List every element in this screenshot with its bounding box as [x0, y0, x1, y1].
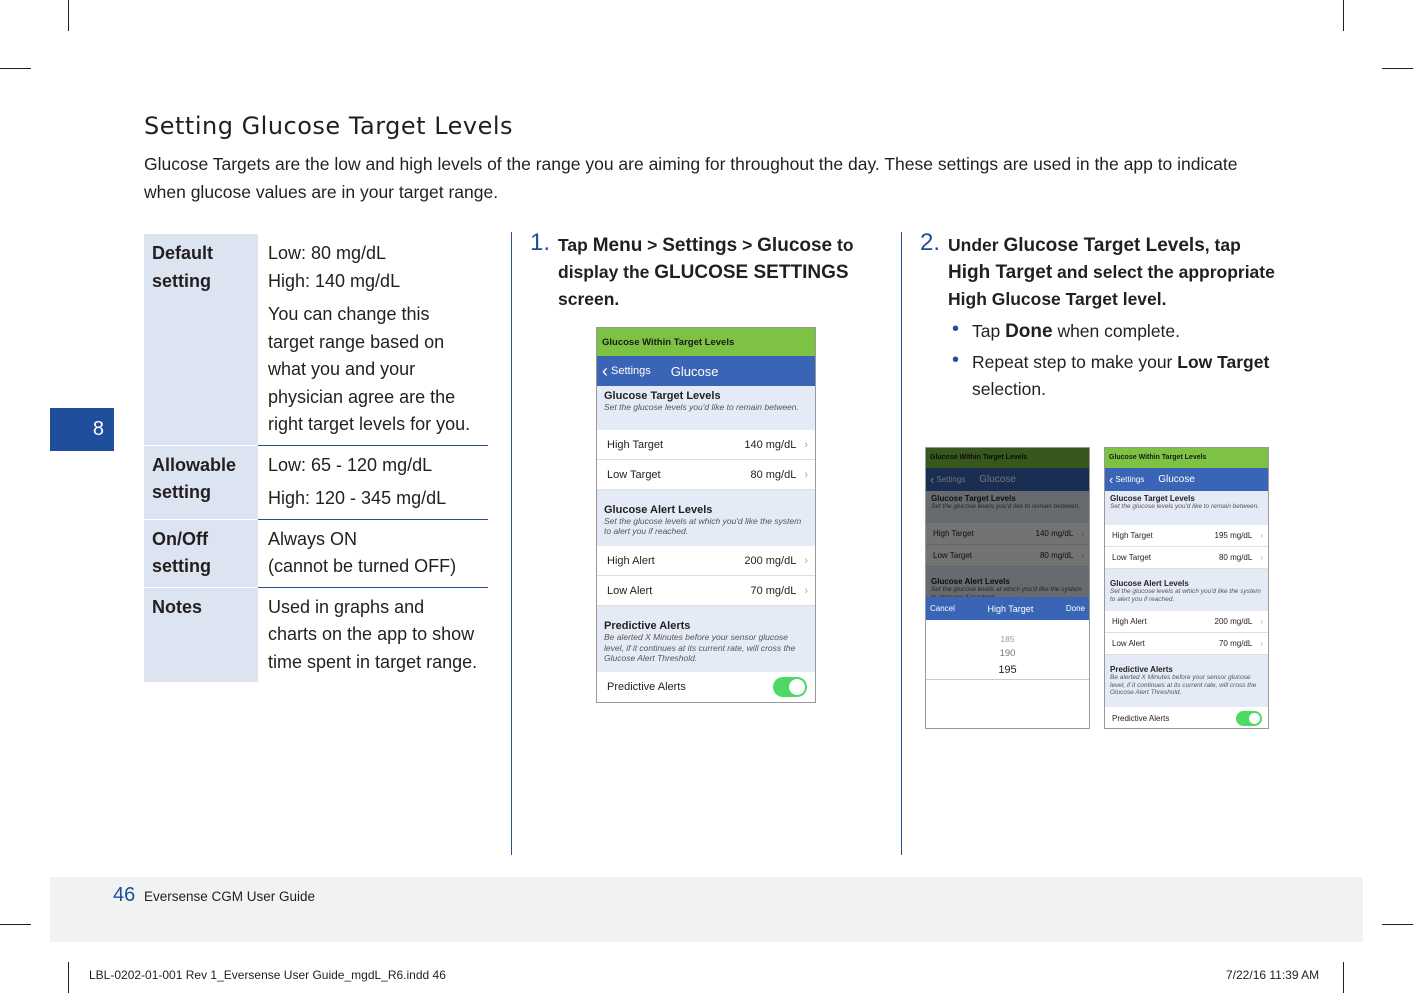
row-value — [258, 234, 488, 445]
value-line: Used in graphs and charts on the app to show time spent in target range. — [268, 596, 478, 672]
table-row — [144, 445, 488, 519]
bullet-text: selection. — [972, 379, 1046, 399]
high-target-row[interactable] — [597, 430, 815, 460]
chevron-right-icon: › — [1260, 531, 1263, 540]
row-value: 80 mg/dL — [750, 468, 797, 481]
bullet-text: Repeat step to make your — [972, 352, 1178, 372]
predictive-section — [1105, 655, 1268, 707]
value-line: Low: 65 - 120 mg/dL — [268, 454, 433, 475]
row-label: Low Alert — [607, 584, 653, 597]
column-divider — [511, 232, 512, 855]
section-title: Glucose Target Levels — [604, 390, 721, 402]
row-label: Predictive Alerts — [607, 681, 686, 693]
step-term: Menu — [592, 235, 643, 256]
nav-title: Glucose — [1158, 474, 1195, 485]
high-alert-row[interactable] — [1105, 611, 1268, 633]
row-value: 80 mg/dL — [1218, 553, 1253, 562]
section-desc: Set the glucose levels at which you'd like the system to alert you if reached. — [1110, 588, 1261, 603]
predictive-section — [597, 606, 815, 672]
value-line: You can change this target range based on what you and your physician agree are the right target levels for you. — [268, 304, 471, 434]
list-item — [948, 318, 1278, 345]
guide-title: Eversense CGM User Guide — [144, 889, 316, 904]
chevron-right-icon: › — [804, 438, 808, 451]
row-label: High Target — [1112, 531, 1153, 540]
row-label: Predictive Alerts — [1112, 713, 1170, 723]
row-label: Low Alert — [1112, 639, 1145, 648]
step-number: 1. — [530, 229, 551, 256]
picker-title: High Target — [987, 603, 1034, 614]
nav-bar — [1105, 468, 1268, 491]
step-number: 2. — [920, 229, 941, 256]
table-row — [144, 234, 488, 445]
alert-section — [1105, 569, 1268, 611]
row-label: Low Target — [1112, 553, 1151, 562]
row-value: 195 mg/dL — [1214, 531, 1253, 540]
bullet-text: when complete. — [1052, 321, 1181, 341]
step-text: Under — [948, 235, 1004, 255]
value-picker[interactable] — [926, 632, 1089, 680]
row-value: 140 mg/dL — [744, 438, 797, 451]
bullet-term: Done — [1005, 321, 1053, 342]
updated-glucose-settings-screenshot — [1104, 447, 1269, 729]
row-key: Allowable setting — [144, 445, 258, 519]
back-button[interactable]: Settings — [1115, 475, 1145, 484]
target-section — [597, 386, 815, 430]
crop-mark — [1343, 0, 1344, 31]
predictive-alerts-toggle[interactable] — [773, 677, 807, 697]
row-label: Low Target — [607, 468, 661, 481]
row-key: Notes — [144, 587, 258, 682]
chevron-right-icon: › — [1260, 639, 1263, 648]
picker-option[interactable]: 185 — [1000, 634, 1015, 644]
back-chevron-icon[interactable]: ‹ — [602, 360, 608, 381]
row-value: 70 mg/dL — [750, 584, 797, 597]
nav-bar — [597, 356, 815, 386]
value-line: High: 120 - 345 mg/dL — [268, 488, 447, 508]
low-alert-row[interactable] — [1105, 633, 1268, 655]
page-title: Setting Glucose Target Levels — [144, 112, 514, 140]
picker-toolbar — [926, 597, 1089, 620]
row-value — [258, 445, 488, 519]
back-button[interactable]: Settings — [611, 365, 651, 377]
step-text: and select the appropriate High Glucose Target level. — [948, 262, 1275, 309]
modal-overlay — [926, 448, 1089, 597]
step-text: > — [642, 235, 663, 255]
crop-mark — [0, 924, 31, 925]
bullet-term: Low Target — [1177, 352, 1270, 372]
value-line: Low: 80 mg/dL High: 140 mg/dL — [268, 243, 401, 291]
crop-mark — [68, 962, 69, 993]
chevron-right-icon: › — [804, 468, 808, 481]
high-target-row[interactable] — [1105, 525, 1268, 547]
crop-mark — [1343, 962, 1344, 993]
row-value — [258, 587, 488, 682]
done-button[interactable]: Done — [1065, 604, 1085, 613]
row-key: Default setting — [144, 234, 258, 445]
row-value — [258, 519, 488, 587]
section-title: Predictive Alerts — [604, 620, 691, 632]
row-value: 200 mg/dL — [744, 554, 797, 567]
section-title: Predictive Alerts — [1110, 665, 1173, 674]
cancel-button[interactable]: Cancel — [930, 604, 955, 613]
crop-mark — [1382, 68, 1413, 69]
nav-title: Glucose — [670, 363, 719, 379]
screen-header: Glucose Within Target Levels — [597, 328, 815, 356]
chevron-right-icon: › — [804, 554, 808, 567]
screen-header: Glucose Within Target Levels — [1105, 448, 1268, 468]
table-row — [144, 519, 488, 587]
back-chevron-icon[interactable]: ‹ — [1109, 472, 1114, 487]
table-row — [144, 587, 488, 682]
step-text: to display the — [558, 235, 854, 282]
footer-band — [50, 877, 1363, 942]
print-slug-date: 7/22/16 11:39 AM — [1226, 968, 1320, 982]
glucose-settings-screenshot — [596, 327, 816, 703]
low-alert-row[interactable] — [597, 576, 815, 606]
crop-mark — [1382, 924, 1413, 925]
chevron-right-icon: › — [804, 584, 808, 597]
step-term: High Target — [948, 262, 1053, 283]
low-target-row[interactable] — [597, 460, 815, 490]
picker-option[interactable]: 190 — [999, 648, 1016, 659]
value-line: Always ON (cannot be turned OFF) — [268, 528, 457, 576]
step-text: Tap — [558, 235, 593, 255]
chevron-right-icon: › — [1260, 553, 1263, 562]
row-value: 70 mg/dL — [1218, 639, 1253, 648]
step-text: , tap — [1204, 235, 1241, 255]
row-value: 200 mg/dL — [1214, 617, 1253, 626]
print-slug-file: LBL-0202-01-001 Rev 1_Eversense User Guide_mgdL_R6.indd 46 — [89, 968, 446, 982]
high-alert-row[interactable] — [597, 546, 815, 576]
step-text: screen. — [558, 289, 620, 309]
section-desc: Set the glucose levels you'd like to remain between. — [604, 402, 799, 412]
step-term: Settings — [662, 235, 738, 256]
chapter-tab: 8 — [50, 408, 114, 451]
row-key: On/Off setting — [144, 519, 258, 587]
section-title: Glucose Alert Levels — [604, 504, 713, 516]
section-desc: Set the glucose levels you'd like to remain between. — [1110, 503, 1260, 510]
list-item — [948, 349, 1278, 403]
low-target-row[interactable] — [1105, 547, 1268, 569]
crop-mark — [68, 0, 69, 31]
step-1 — [530, 229, 878, 313]
picker-option-selected[interactable]: 195 — [926, 661, 1089, 680]
crop-mark — [0, 68, 31, 69]
step-term: Glucose — [757, 235, 833, 256]
alert-section — [597, 490, 815, 546]
high-target-picker-screenshot — [925, 447, 1090, 729]
step-term: Glucose Target Levels — [1003, 235, 1205, 256]
section-desc: Be alerted X Minutes before your sensor glucose level, if it continues at its current rate, will cross the Glucose Alert Threshold. — [1110, 674, 1257, 696]
intro-paragraph: Glucose Targets are the low and high levels of the range you are aiming for throughout the day. These settings are used in the app to indicate when glucose values are in your target range. — [144, 154, 1238, 202]
step-2 — [920, 229, 1278, 313]
page-number: 46 — [113, 884, 136, 906]
row-label: High Alert — [607, 554, 655, 567]
section-desc: Be alerted X Minutes before your sensor glucose level, if it continues at its current rate, will cross the Glucose Alert Threshold. — [604, 632, 796, 663]
section-desc: Set the glucose levels at which you'd like the system to alert you if reached. — [604, 516, 802, 536]
settings-table — [144, 234, 488, 682]
step-text: > — [737, 235, 758, 255]
predictive-alerts-row — [1105, 707, 1268, 729]
section-title: Glucose Target Levels — [1110, 494, 1195, 503]
bullet-text: Tap — [972, 321, 1006, 341]
step-term: GLUCOSE SETTINGS — [654, 262, 849, 283]
column-divider — [901, 232, 902, 855]
row-label: High Alert — [1112, 617, 1147, 626]
target-section — [1105, 491, 1268, 525]
section-title: Glucose Alert Levels — [1110, 579, 1189, 588]
step-2-bullets — [948, 318, 1278, 407]
chevron-right-icon: › — [1260, 617, 1263, 626]
predictive-alerts-toggle[interactable] — [1236, 711, 1262, 726]
predictive-alerts-row — [597, 672, 815, 702]
row-label: High Target — [607, 438, 664, 451]
